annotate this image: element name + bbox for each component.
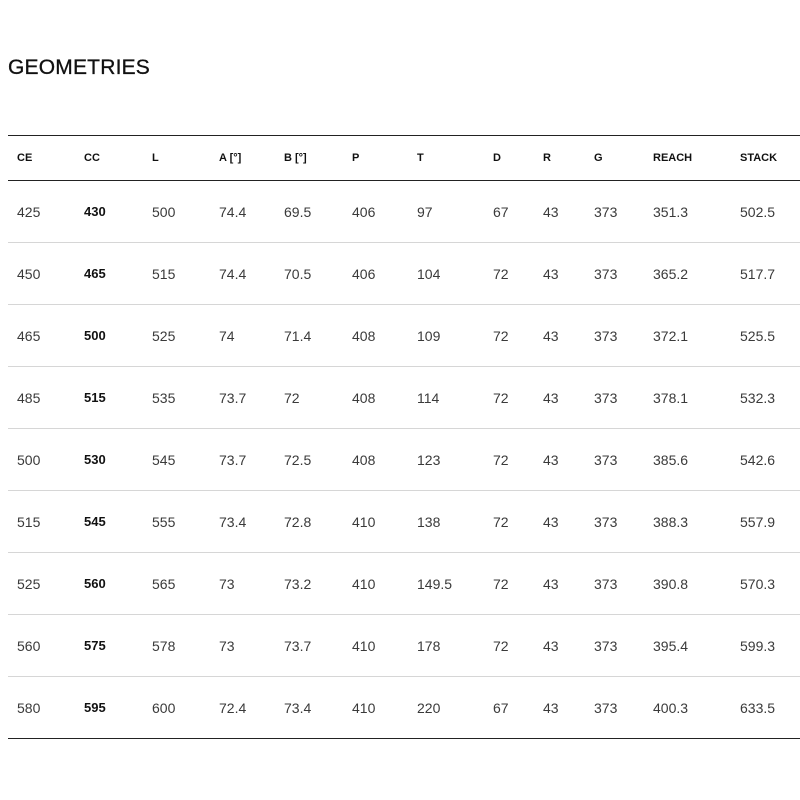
table-cell: 410 <box>352 637 376 654</box>
table-cell: 373 <box>594 389 618 406</box>
table-cell: 578 <box>152 637 176 654</box>
table-cell: 425 <box>17 203 41 220</box>
column-header: P <box>352 152 360 164</box>
table-row <box>8 181 800 243</box>
table-cell: 73.4 <box>219 513 247 530</box>
table-cell: 525 <box>17 575 41 592</box>
table-cell: 69.5 <box>284 203 312 220</box>
table-cell: 515 <box>17 513 41 530</box>
table-cell: 400.3 <box>653 699 689 716</box>
page-title: GEOMETRIES <box>8 56 151 79</box>
column-header: D <box>493 152 501 164</box>
table-cell: 530 <box>84 452 106 467</box>
table-row <box>8 429 800 491</box>
table-cell: 74.4 <box>219 265 247 282</box>
table-cell: 517.7 <box>740 265 776 282</box>
table-cell: 545 <box>152 451 176 468</box>
table-cell: 73 <box>219 637 235 654</box>
table-cell: 73 <box>219 575 235 592</box>
table-cell: 485 <box>17 389 41 406</box>
table-cell: 395.4 <box>653 637 689 654</box>
table-cell: 97 <box>417 203 433 220</box>
table-cell: 580 <box>17 699 41 716</box>
table-cell: 373 <box>594 451 618 468</box>
table-cell: 73.7 <box>219 389 247 406</box>
table-cell: 72 <box>493 265 509 282</box>
table-cell: 388.3 <box>653 513 689 530</box>
table-cell: 73.7 <box>284 637 312 654</box>
table-cell: 67 <box>493 203 509 220</box>
table-cell: 43 <box>543 389 559 406</box>
table-row <box>8 553 800 615</box>
table-cell: 500 <box>152 203 176 220</box>
table-cell: 410 <box>352 575 376 592</box>
table-body <box>8 181 800 739</box>
table-cell: 74.4 <box>219 203 247 220</box>
table-cell: 410 <box>352 513 376 530</box>
table-cell: 43 <box>543 327 559 344</box>
table-cell: 410 <box>352 699 376 716</box>
table-cell: 502.5 <box>740 203 776 220</box>
table-cell: 525 <box>152 327 176 344</box>
table-row <box>8 367 800 429</box>
table-cell: 72.5 <box>284 451 312 468</box>
table-cell: 500 <box>17 451 41 468</box>
table-cell: 43 <box>543 265 559 282</box>
table-cell: 72 <box>493 389 509 406</box>
table-cell: 408 <box>352 327 376 344</box>
table-cell: 408 <box>352 451 376 468</box>
table-cell: 43 <box>543 699 559 716</box>
table-cell: 70.5 <box>284 265 312 282</box>
column-header: T <box>417 152 424 164</box>
table-cell: 372.1 <box>653 327 689 344</box>
table-cell: 465 <box>17 327 41 344</box>
table-cell: 570.3 <box>740 575 776 592</box>
table-cell: 71.4 <box>284 327 312 344</box>
table-cell: 525.5 <box>740 327 776 344</box>
table-cell: 406 <box>352 203 376 220</box>
table-cell: 633.5 <box>740 699 776 716</box>
table-row <box>8 305 800 367</box>
header-row <box>8 136 800 181</box>
table-cell: 365.2 <box>653 265 689 282</box>
table-header <box>8 136 800 181</box>
table-cell: 67 <box>493 699 509 716</box>
column-header: B [°] <box>284 152 307 164</box>
column-header: R <box>543 152 551 164</box>
table-cell: 515 <box>84 390 106 405</box>
table-cell: 43 <box>543 451 559 468</box>
table-cell: 138 <box>417 513 441 530</box>
table-cell: 595 <box>84 700 106 715</box>
table-cell: 74 <box>219 327 235 344</box>
table-cell: 385.6 <box>653 451 689 468</box>
table-cell: 575 <box>84 638 106 653</box>
table-cell: 545 <box>84 514 106 529</box>
table-cell: 72.8 <box>284 513 312 530</box>
table-cell: 220 <box>417 699 441 716</box>
table-cell: 500 <box>84 328 106 343</box>
table-cell: 560 <box>84 576 106 591</box>
table-row <box>8 243 800 305</box>
table-cell: 73.4 <box>284 699 312 716</box>
table-row <box>8 677 800 739</box>
column-header: CE <box>17 152 33 164</box>
table-row <box>8 491 800 553</box>
table-cell: 465 <box>84 266 106 281</box>
column-header: G <box>594 152 603 164</box>
table-cell: 373 <box>594 513 618 530</box>
geometry-table <box>8 135 800 739</box>
table-cell: 532.3 <box>740 389 776 406</box>
table-cell: 43 <box>543 637 559 654</box>
table-cell: 373 <box>594 327 618 344</box>
column-header: A [°] <box>219 152 242 164</box>
table-cell: 430 <box>84 204 106 219</box>
table-cell: 535 <box>152 389 176 406</box>
table-cell: 600 <box>152 699 176 716</box>
table-cell: 373 <box>594 203 618 220</box>
table-cell: 599.3 <box>740 637 776 654</box>
table-cell: 450 <box>17 265 41 282</box>
table-cell: 43 <box>543 575 559 592</box>
table-cell: 373 <box>594 637 618 654</box>
table-cell: 72 <box>493 513 509 530</box>
table-cell: 390.8 <box>653 575 689 592</box>
column-header: L <box>152 152 159 164</box>
table-cell: 43 <box>543 203 559 220</box>
table-cell: 555 <box>152 513 176 530</box>
column-header: REACH <box>653 152 693 164</box>
table-cell: 114 <box>417 389 440 406</box>
column-header: STACK <box>740 152 778 164</box>
table-cell: 560 <box>17 637 41 654</box>
table-cell: 178 <box>417 637 441 654</box>
table-cell: 373 <box>594 699 618 716</box>
table-cell: 542.6 <box>740 451 776 468</box>
table-cell: 72.4 <box>219 699 247 716</box>
table-cell: 109 <box>417 327 441 344</box>
table-cell: 72 <box>493 327 509 344</box>
table-cell: 351.3 <box>653 203 689 220</box>
table-cell: 72 <box>284 389 300 406</box>
table-cell: 406 <box>352 265 376 282</box>
table-cell: 123 <box>417 451 441 468</box>
table-cell: 73.7 <box>219 451 247 468</box>
table-cell: 557.9 <box>740 513 776 530</box>
table-cell: 72 <box>493 575 509 592</box>
column-header: CC <box>84 152 100 164</box>
table-cell: 565 <box>152 575 176 592</box>
table-cell: 408 <box>352 389 376 406</box>
table-cell: 43 <box>543 513 559 530</box>
table-row <box>8 615 800 677</box>
table-cell: 149.5 <box>417 575 453 592</box>
table-cell: 515 <box>152 265 176 282</box>
table-cell: 373 <box>594 265 618 282</box>
table-cell: 73.2 <box>284 575 312 592</box>
table-cell: 104 <box>417 265 441 282</box>
table-cell: 72 <box>493 637 509 654</box>
table-cell: 373 <box>594 575 618 592</box>
table-cell: 378.1 <box>653 389 689 406</box>
table-cell: 72 <box>493 451 509 468</box>
